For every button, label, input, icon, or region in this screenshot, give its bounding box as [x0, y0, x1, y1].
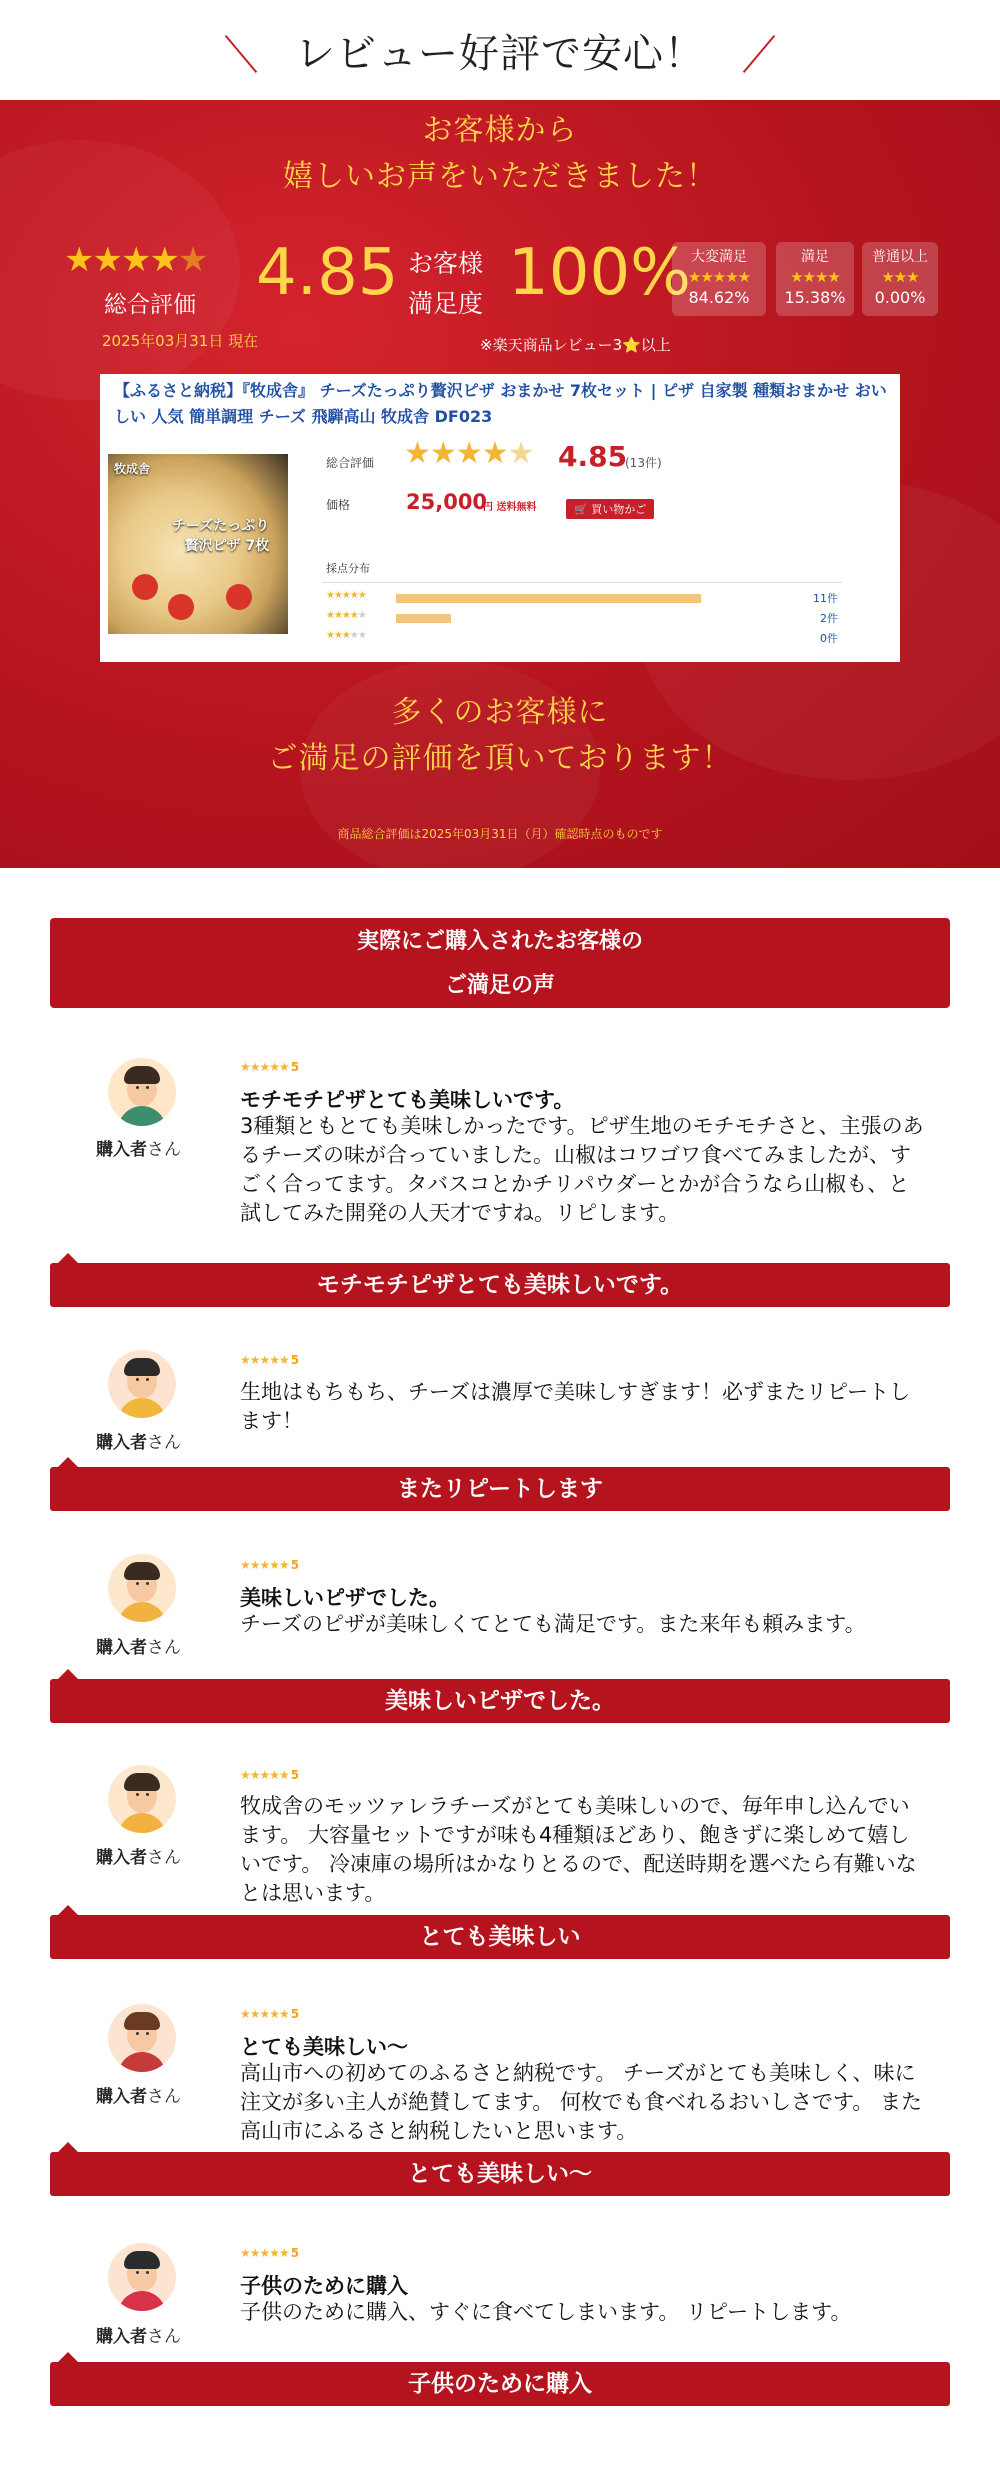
- distribution-stars-icon: ★★★★★: [326, 590, 366, 601]
- badge-very-satisfied: [672, 242, 766, 316]
- section-title-line: 実際にご購入されたお客様の: [356, 929, 643, 954]
- product-image[interactable]: [108, 454, 288, 634]
- badge-stars-icon: ★★★★★: [687, 268, 751, 286]
- cart-button[interactable]: [566, 499, 654, 519]
- distribution-bar: [396, 614, 451, 623]
- badge-label: 大変満足: [691, 249, 747, 265]
- avatar-icon: [108, 1350, 176, 1418]
- distribution-row[interactable]: [326, 610, 846, 630]
- banner-heading-line: 嬉しいお声をいただきました！: [283, 159, 717, 194]
- badge-label: 満足: [801, 249, 829, 265]
- buyer-label: 購入者さん: [96, 1848, 181, 1868]
- price-value: 25,000: [406, 490, 488, 514]
- review-stars-icon: ★★★★★ 5: [240, 1768, 300, 1782]
- avatar-icon: [108, 1058, 176, 1126]
- review-headline-band: またリピートします: [50, 1467, 950, 1511]
- review-headline-band: 子供のために購入: [50, 2362, 950, 2406]
- image-caption: [172, 516, 269, 556]
- avatar-icon: [108, 1765, 176, 1833]
- review-title: 美味しいピザでした。: [240, 1586, 450, 1610]
- distribution-bar: [396, 594, 701, 603]
- buyer-label: 購入者さん: [96, 2327, 181, 2347]
- date-label: 2025年03月31日 現在: [102, 332, 259, 350]
- price-label: 価格: [326, 498, 351, 512]
- avatar-icon: [108, 2004, 176, 2072]
- banner-footer-heading: [0, 690, 1000, 782]
- section-title-line: ご満足の声: [444, 973, 555, 998]
- badge-label: 普通以上: [872, 249, 928, 265]
- price-unit: 円 送料無料: [483, 502, 537, 513]
- image-caption-line: 贅沢ピザ 7枚: [184, 538, 270, 554]
- image-brand-text: 牧成舎: [114, 462, 151, 476]
- buyer-label: 購入者さん: [96, 1638, 181, 1658]
- review-body: 3種類ともとても美味しかったです。ピザ生地のモチモチさと、主張のあるチーズの味が合っていました。山椒はコワゴワ食べてみましたが、すごく合ってます。タバスコとかチリパウダーとかが合うなら山椒も、と試してみた開発の人天才ですね。リピします。: [240, 1114, 924, 1225]
- overall-label: 総合評価: [104, 292, 196, 318]
- badge-percentage: 84.62%: [688, 288, 750, 307]
- reviews-section-title: [50, 918, 950, 1008]
- section-header: [0, 0, 1000, 100]
- cart-label: 買い物かご: [591, 503, 647, 516]
- distribution-stars-icon: ★★★★★: [326, 610, 366, 621]
- decorative-slash: [225, 35, 257, 73]
- product-card: [100, 374, 900, 662]
- overall-stars-icon: ★★★★★: [64, 240, 207, 280]
- review-title: とても美味しい〜: [240, 2035, 408, 2059]
- badge-average-or-above: [862, 242, 938, 316]
- review-headline-band: とても美味しい〜: [50, 2152, 950, 2196]
- decorative-slash: [743, 35, 775, 73]
- review-body: 牧成舎のモッツァレラチーズがとても美味しいので、毎年申し込んでいます。 大容量セットですが味も4種類ほどあり、飽きずに楽しめて嬉しいです。 冷凍庫の場所はかなりとるので、配送時期を選べたら有難いなとは思います。: [240, 1794, 917, 1905]
- review-stars-icon: ★★★★★ 5: [240, 1060, 300, 1074]
- cart-icon: 🛒: [574, 503, 592, 516]
- customer-satisfaction-label: [408, 244, 483, 324]
- review-stars-icon: ★★★★★ 5: [240, 2246, 300, 2260]
- banner-footnote: 商品総合評価は2025年03月31日（月）確認時点のものです: [337, 827, 663, 841]
- review-body: 生地はもちもち、チーズは濃厚で美味しすぎます！必ずまたリピートします！: [240, 1380, 911, 1433]
- buyer-label: 購入者さん: [96, 1140, 181, 1160]
- distribution-row[interactable]: [326, 630, 846, 650]
- customer-label-line: 満足度: [408, 289, 484, 318]
- customer-label-line: お客様: [408, 249, 484, 278]
- badge-stars-icon: ★★★★: [790, 268, 840, 286]
- review-note: ※楽天商品レビュー3⭐以上: [480, 336, 671, 354]
- image-caption-line: チーズたっぷり: [172, 518, 270, 534]
- page-title: レビュー好評で安心！: [295, 30, 705, 77]
- distribution-count: 2件: [820, 612, 838, 625]
- tomato-decoration: [168, 594, 194, 620]
- distribution-stars-icon: ★★★★★: [326, 630, 366, 641]
- satisfaction-percentage: 100%: [508, 236, 691, 310]
- rating-banner: [0, 100, 1000, 868]
- review-headline-band: 美味しいピザでした。: [50, 1679, 950, 1723]
- review-stars-icon: ★★★★★ 5: [240, 1558, 300, 1572]
- banner-footer-line: ご満足の評価を頂いております！: [267, 741, 733, 776]
- overall-score: 4.85: [256, 236, 399, 310]
- review-title: モチモチピザとても美味しいです。: [240, 1088, 575, 1112]
- review-body: 子供のために購入、すぐに食べてしまいます。 リピートします。: [240, 2300, 852, 2324]
- buyer-label: 購入者さん: [96, 1433, 181, 1453]
- review-body: 高山市への初めてのふるさと納税です。 チーズがとても美味しく、味に注文が多い主人が絶賛してます。 何枚でも食べれるおいしさです。 また高山市にふるさと納税したいと思います。: [240, 2061, 922, 2143]
- rating-summary: [0, 230, 1000, 360]
- distribution-count: 11件: [813, 592, 838, 605]
- banner-footer-line: 多くのお客様に: [391, 695, 609, 730]
- badge-satisfied: [776, 242, 854, 316]
- tomato-decoration: [226, 584, 252, 610]
- badge-percentage: 15.38%: [784, 288, 846, 307]
- banner-heading-line: お客様から: [422, 113, 578, 148]
- product-stars-icon: ★★★★★: [404, 436, 534, 471]
- banner-heading: [0, 108, 1000, 200]
- review-body: チーズのピザが美味しくてとても満足です。また来年も頼みます。: [240, 1612, 866, 1636]
- distribution-label: 採点分布: [326, 562, 370, 575]
- distribution-count: 0件: [820, 632, 838, 645]
- divider: [322, 582, 842, 583]
- buyer-label: 購入者さん: [96, 2087, 181, 2107]
- review-headline-band: モチモチピザとても美味しいです。: [50, 1263, 950, 1307]
- product-score: 4.85: [558, 440, 628, 473]
- review-stars-icon: ★★★★★ 5: [240, 2007, 300, 2021]
- review-title: 子供のために購入: [240, 2274, 408, 2298]
- badge-stars-icon: ★★★: [881, 268, 919, 286]
- avatar-icon: [108, 1554, 176, 1622]
- review-stars-icon: ★★★★★ 5: [240, 1353, 300, 1367]
- badge-percentage: 0.00%: [874, 288, 926, 307]
- product-title-link[interactable]: 【ふるさと納税】『牧成舎』 チーズたっぷり贅沢ピザ おまかせ 7枚セット | ピザ 自家製 種類おまかせ おいしい 人気 簡単調理 チーズ 飛騨高山 牧成舎 DF023: [114, 381, 887, 426]
- review-headline-band: とても美味しい: [50, 1915, 950, 1959]
- tomato-decoration: [132, 574, 158, 600]
- product-overall-label: 総合評価: [326, 456, 375, 470]
- review-count-link[interactable]: (13件): [625, 456, 662, 470]
- distribution-row[interactable]: [326, 590, 846, 610]
- avatar-icon: [108, 2243, 176, 2311]
